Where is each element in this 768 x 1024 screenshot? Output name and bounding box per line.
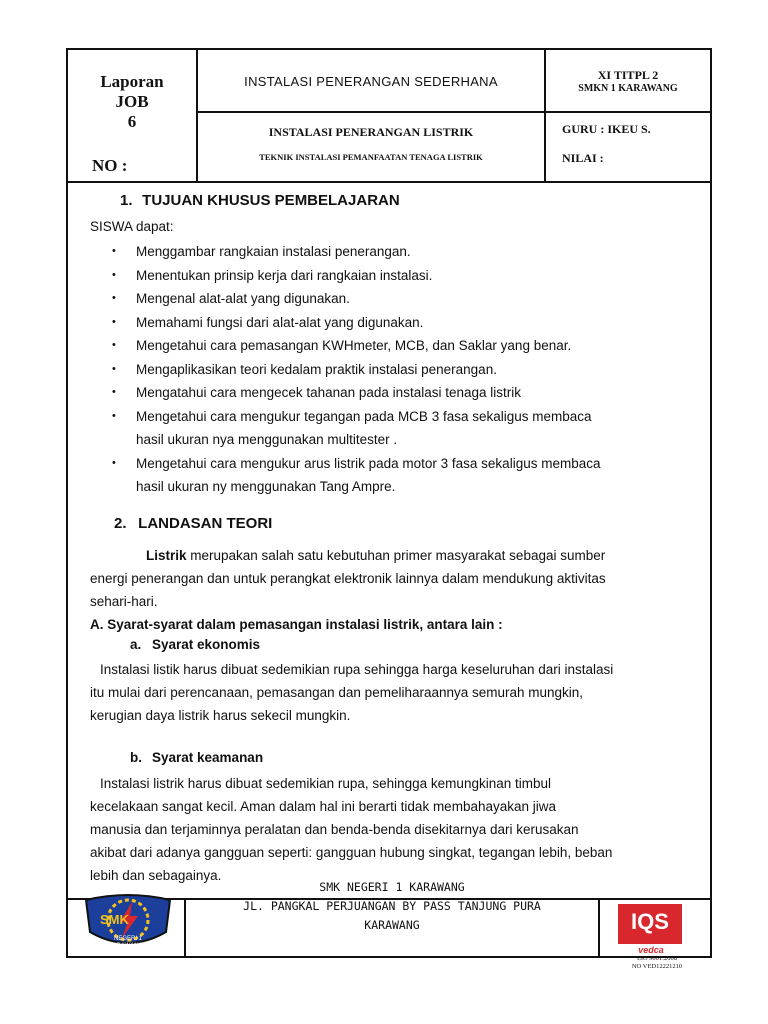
item-b-heading	[130, 750, 263, 765]
section-2-number: 2.	[114, 515, 127, 532]
list-item-text: Mengetahui cara pemasangan KWHmeter, MCB, dan Saklar yang benar.	[136, 338, 572, 353]
list-item	[90, 334, 600, 358]
teacher-label: GURU : IKEU S.	[562, 122, 651, 136]
class-name: XI TITPL 2	[597, 68, 659, 82]
department-name: TEKNIK INSTALASI PEMANFAATAN TENAGA LISTRIK	[259, 152, 483, 162]
list-item-text: Menggambar rangkaian instalasi penerangan.	[136, 244, 411, 259]
item-a-line-2: itu mulai dari perencanaan, pemasangan dan pemeliharaannya semurah mungkin,	[90, 685, 584, 700]
bullet-icon: •	[112, 315, 116, 328]
bullet-icon: •	[112, 245, 116, 257]
item-b-line-2: kecelakaan sangat kecil. Aman dalam hal ini berarti tidak membahayakan jiwa	[90, 799, 557, 814]
item-b-letter: b.	[130, 750, 142, 765]
svg-text:KARAWANG: KARAWANG	[108, 943, 143, 949]
item-b-line-1: Instalasi listrik harus dibuat sedemikian rupa, sehingga kemungkinan timbul	[100, 776, 551, 791]
list-item	[90, 287, 600, 311]
header-row-divider	[196, 111, 710, 113]
iso-certificate	[616, 955, 698, 971]
header-divider	[68, 181, 710, 183]
list-item-text: hasil ukuran nya menggunakan multitester .	[136, 432, 398, 447]
footer-address-line-1: JL. PANGKAL PERJUANGAN BY PASS TANJUNG PURA	[243, 899, 541, 913]
score-label: NILAI :	[562, 151, 604, 165]
list-item-text: Menentukan prinsip kerja dari rangkaian instalasi.	[136, 267, 433, 283]
bullet-icon: •	[112, 339, 116, 351]
no-label: NO :	[92, 156, 128, 175]
section-2-title: LANDASAN TEORI	[138, 515, 273, 532]
theory-intro-line-2: energi penerangan dan untuk perangkat elektronik lainnya dalam mendukung aktivitas	[90, 571, 606, 586]
list-item-text: Mengenal alat-alat yang digunakan.	[136, 291, 350, 306]
iqs-logo-icon: IQS	[618, 904, 682, 944]
bullet-icon: •	[112, 386, 116, 398]
section-1-heading	[120, 192, 400, 209]
keyword-listrik: Listrik	[146, 548, 187, 563]
section-2-heading	[114, 515, 272, 532]
job-text: JOB	[115, 92, 149, 111]
list-item-text: Mengetahui cara mengukur tegangan pada MCB 3 fasa sekaligus membaca	[136, 408, 592, 424]
list-item-text: Memahami fungsi dari alat-alat yang digunakan.	[136, 314, 424, 330]
section-1-title: TUJUAN KHUSUS PEMBELAJARAN	[142, 192, 400, 209]
laporan-text: Laporan	[100, 72, 164, 91]
list-item-text: Mengaplikasikan teori kedalam praktik instalasi penerangan.	[136, 361, 497, 377]
school-logo-icon	[80, 892, 176, 952]
iso-number: NO VED12221210	[631, 963, 683, 970]
iso-standard: ISO 9001:2008	[637, 955, 677, 962]
item-a-heading	[130, 637, 260, 652]
list-item-text: Mengatahui cara mengecek tahanan pada instalasi tenaga listrik	[136, 385, 521, 400]
vedca-logo-icon: vedca	[638, 945, 664, 955]
document-page	[66, 48, 712, 970]
item-a-line-1: Instalasi listik harus dibuat sedemikian rupa sehingga harga keseluruhan dari instalasi	[100, 662, 614, 677]
document-subtitle: INSTALASI PENERANGAN LISTRIK	[268, 125, 474, 139]
footer-col-divider-2	[598, 898, 600, 956]
document-title: INSTALASI PENERANGAN SEDERHANA	[244, 74, 498, 89]
item-a-line-3: kerugian daya listrik harus sekecil mungkin.	[90, 708, 351, 723]
svg-text:NEGERI 1: NEGERI 1	[114, 936, 143, 942]
theory-intro-line-1	[146, 545, 605, 568]
list-item	[90, 381, 600, 405]
school-name-short: SMKN 1 KARAWANG	[578, 83, 678, 94]
list-item	[90, 240, 600, 264]
item-b-line-4: akibat dari adanya gangguan seperti: gangguan hubung singkat, tegangan lebih, beban	[90, 845, 613, 860]
list-item-text: Mengetahui cara mengukur arus listrik pada motor 3 fasa sekaligus membaca	[136, 455, 601, 471]
section-1-number: 1.	[120, 192, 133, 209]
report-label	[68, 72, 196, 132]
list-item	[90, 311, 600, 335]
objectives-list	[90, 240, 600, 499]
subsection-a-heading: A. Syarat-syarat dalam pemasangan instalasi listrik, antara lain :	[90, 617, 503, 632]
svg-text:SMK: SMK	[100, 912, 129, 927]
objectives-intro: SISWA dapat:	[90, 219, 174, 234]
footer-school-name: SMK NEGERI 1 KARAWANG	[319, 880, 465, 894]
class-info	[546, 68, 710, 96]
bullet-icon: •	[112, 268, 116, 281]
item-a-title: Syarat ekonomis	[152, 637, 261, 652]
bullet-icon: •	[112, 362, 116, 375]
list-item	[90, 452, 600, 476]
item-b-line-5: lebih dan sebagainya.	[90, 868, 222, 883]
list-item	[90, 264, 600, 288]
job-number: 6	[127, 112, 137, 131]
bullet-icon: •	[112, 409, 116, 422]
list-item	[90, 358, 600, 382]
item-b-line-3: manusia dan terjaminnya peralatan dan benda-benda disekitarnya dari kerusakan	[90, 822, 579, 837]
list-item-continuation	[90, 428, 600, 452]
item-b-title: Syarat keamanan	[152, 750, 264, 765]
footer-address	[186, 878, 598, 935]
paragraph-text: merupakan salah satu kebutuhan primer masyarakat sebagai sumber	[186, 548, 606, 563]
list-item-text: hasil ukuran ny menggunakan Tang Ampre.	[136, 479, 396, 494]
list-item	[90, 405, 600, 429]
list-item-continuation	[90, 475, 600, 499]
footer-address-line-2: KARAWANG	[364, 918, 420, 932]
bullet-icon: •	[112, 456, 116, 469]
school-logo	[80, 892, 176, 957]
bullet-icon: •	[112, 292, 116, 304]
item-a-letter: a.	[130, 637, 142, 652]
theory-intro-line-3: sehari-hari.	[90, 594, 158, 609]
certification-logo	[616, 904, 700, 971]
